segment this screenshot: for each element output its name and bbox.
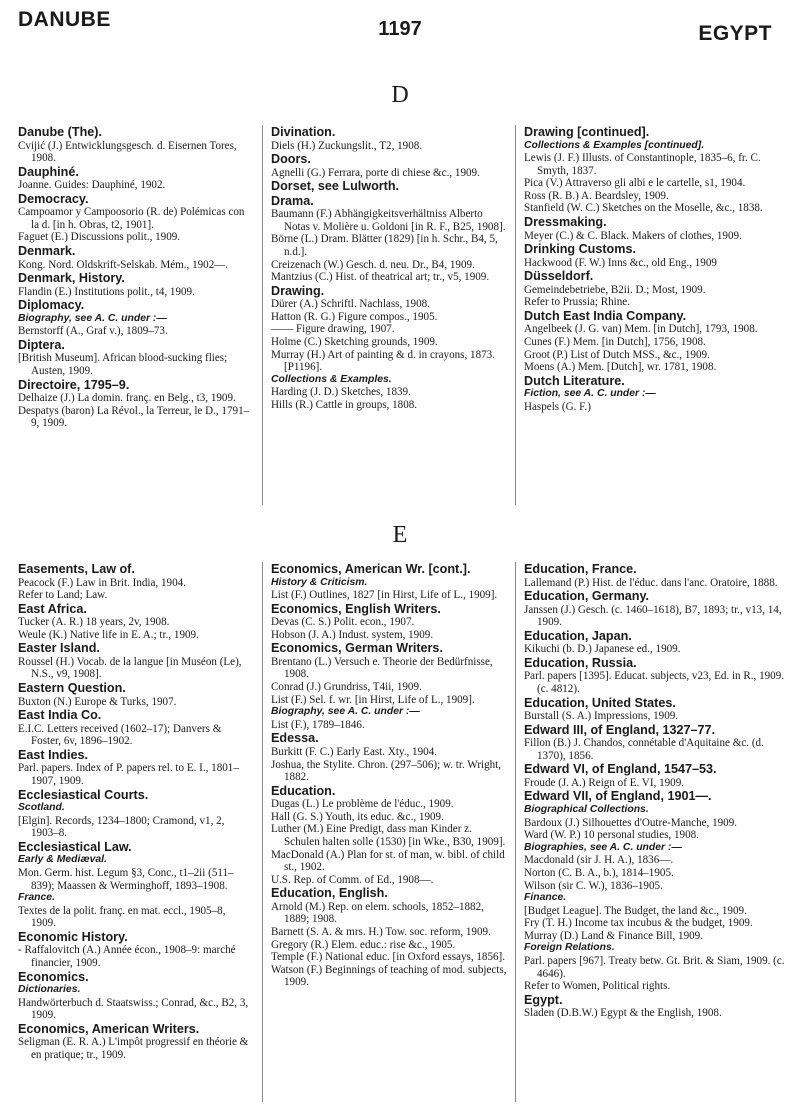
index-heading: Dauphiné.: [18, 164, 79, 179]
index-subheading: Finance.: [524, 892, 567, 904]
index-heading: Directoire, 1795–9.: [18, 377, 130, 392]
index-entry: Macdonald (sir J. H. A.), 1836—.: [524, 854, 674, 867]
index-heading: Drama.: [271, 193, 314, 208]
index-entry: Hall (G. S.) Youth, its educ. &c., 1909.: [271, 810, 444, 823]
index-entry: Hackwood (F. W.) Inns &c., old Eng., 1909: [524, 256, 717, 269]
index-entry: Fry (T. H.) Income tax incubus & the budget, 1909.: [524, 917, 753, 930]
column-d-2: [262, 125, 507, 505]
column-e-3: [515, 562, 786, 1102]
page-header: [0, 0, 800, 60]
column-e-2: [262, 562, 507, 1102]
index-entry: Ward (W. P.) 10 personal studies, 1908.: [524, 829, 699, 842]
index-entry: Delhaize (J.) La domin. franç. en Belg., t3, 1909.: [18, 392, 236, 405]
index-entry: Kong. Nord. Oldskrift-Selskab. Mém., 1902—.: [18, 258, 229, 271]
index-heading: Edward III, of England, 1327–77.: [524, 722, 716, 737]
index-entry: Lewis (J. F.) Illusts. of Constantinople, 1835–6, fr. C. Smyth, 1837.: [524, 152, 761, 177]
index-heading: Economics, American Wr. [cont.].: [271, 562, 471, 576]
index-entry: Gregory (R.) Elem. educ.: rise &c., 1905.: [271, 938, 456, 951]
index-entry: Conrad (J.) Grundriss, T4ii, 1909.: [271, 681, 422, 694]
index-entry: Stanfield (W. C.) Sketches on the Moselle, &c., 1838.: [524, 202, 763, 215]
running-head-left: DANUBE: [18, 8, 111, 31]
index-entry: Temple (F.) National educ. [in Oxford essays, 1856].: [271, 951, 506, 964]
index-entry: Agnelli (G.) Ferrara, porte di chiese &c., 1909.: [271, 166, 480, 179]
index-entry: Despatys (baron) La Révol., la Terreur, le D., 1791–9, 1909.: [18, 404, 250, 430]
section-letter-e: E: [392, 522, 408, 548]
index-heading: Doors.: [271, 152, 311, 167]
index-heading: Economics, German Writers.: [271, 641, 443, 656]
index-entry: Tucker (A. R.) 18 years, 2v, 1908.: [18, 616, 170, 629]
index-entry: Seligman (E. R. A.) L'impôt progressif en théorie & en pratique; tr., 1909.: [18, 1036, 249, 1061]
index-heading: Dressmaking.: [524, 215, 607, 230]
index-heading: Education.: [271, 783, 336, 798]
index-entry: [Budget League]. The Budget, the land &c., 1909.: [524, 904, 747, 917]
index-entry: Roussel (H.) Vocab. de la langue [in Muséon (Le), N.S., v9, 1908].: [18, 655, 242, 681]
index-heading: Education, Germany.: [524, 589, 650, 604]
index-entry: Hobson (J. A.) Indust. system, 1909.: [271, 628, 434, 641]
index-heading: Education, Russia.: [524, 655, 637, 670]
index-heading: East Indies.: [18, 747, 88, 762]
index-entry: Bernstorff (A., Graf v.), 1809–73.: [18, 325, 168, 338]
column-d-3: [515, 125, 786, 505]
index-entry: Mantzius (C.) Hist. of theatrical art; tr., v5, 1909.: [271, 271, 490, 284]
index-entry: Wilson (sir C. W.), 1836–1905.: [524, 879, 663, 892]
index-heading: Dorset, see Lulworth.: [271, 179, 400, 194]
index-subheading: Early & Mediæval.: [18, 854, 107, 866]
index-heading: Divination.: [271, 125, 336, 139]
index-entry: Creizenach (W.) Gesch. d. neu. Dr., B4, 1909.: [271, 258, 475, 271]
index-entry: List (F.) Outlines, 1827 [in Hirst, Life of L., 1909].: [271, 589, 498, 602]
index-entry: Faguet (E.) Discussions polit., 1909.: [18, 231, 181, 244]
index-entry: Angelbeek (J. G. van) Mem. [in Dutch], 1793, 1908.: [524, 323, 758, 336]
index-entry: Joanne. Guides: Dauphiné, 1902.: [18, 179, 166, 192]
index-entry: Refer to Prussia; Rhine.: [524, 296, 630, 309]
index-heading: Drinking Customs.: [524, 242, 636, 257]
index-entry: Fillon (B.) J. Chandos, connétable d'Aquitaine &c. (d. 1370), 1856.: [524, 737, 764, 762]
index-heading: Eastern Question.: [18, 681, 126, 696]
index-entry: - Raffalovitch (A.) Année écon., 1908–9: marché financier, 1909.: [18, 944, 236, 969]
index-heading: Dutch East India Company.: [524, 308, 687, 323]
index-heading: Dutch Literature.: [524, 373, 625, 388]
index-entry: [British Museum]. African blood-sucking flies; Austen, 1909.: [18, 352, 228, 378]
index-entry: Bardoux (J.) Silhouettes d'Outre-Manche, 1909.: [524, 816, 738, 829]
page-number: 1197: [378, 18, 422, 40]
index-entry: Kikuchi (b. D.) Japanese ed., 1909.: [524, 643, 681, 656]
index-entry: Joshua, the Stylite. Chron. (297–506); w. tr. Wright, 1882.: [271, 758, 502, 784]
index-entry: Parl. papers [967]. Treaty betw. Gt. Brit. & Siam, 1909. (c. 4646).: [524, 955, 785, 980]
index-heading: Danube (The).: [18, 125, 102, 139]
index-heading: Easements, Law of.: [18, 562, 135, 576]
index-entry: Cvijić (J.) Entwicklungsgesch. d. Eisernen Tores, 1908.: [18, 139, 237, 165]
index-entry: Watson (F.) Beginnings of teaching of mod. subjects, 1909.: [271, 963, 507, 989]
index-entry: Weule (K.) Native life in E. A.; tr., 1909.: [18, 628, 199, 641]
index-entry: Refer to Women, Political rights.: [524, 980, 671, 993]
index-entry: Dugas (L.) Le problème de l'éduc., 1909.: [271, 798, 454, 811]
index-entry: Murray (D.) Land & Finance Bill, 1909.: [524, 929, 704, 942]
index-entry: —— Figure drawing, 1907.: [271, 323, 395, 336]
index-heading: Education, United States.: [524, 695, 676, 710]
index-subheading: Scotland.: [18, 802, 65, 814]
index-entry: Flandin (E.) Institutions polit., t4, 1909.: [18, 285, 195, 298]
section-letter-d: D: [391, 82, 409, 108]
index-heading: Ecclesiastical Courts.: [18, 787, 149, 802]
index-entry: Cunes (F.) Mem. [in Dutch], 1756, 1908.: [524, 336, 706, 349]
index-entry: Peacock (F.) Law in Brit. India, 1904.: [18, 576, 186, 589]
index-entry: Devas (C. S.) Polit. econ., 1907.: [271, 616, 415, 629]
index-entry: Campoamor y Campoosorio (R. de) Polémicas con la d. [in h. Obras, t2, 1901].: [18, 206, 245, 231]
index-entry: Holme (C.) Sketching grounds, 1909.: [271, 336, 438, 349]
index-entry: Harding (J. D.) Sketches, 1839.: [271, 386, 411, 399]
running-head-right: EGYPT: [698, 22, 772, 45]
index-entry: List (F.), 1789–1846.: [271, 718, 365, 731]
index-heading: East Africa.: [18, 601, 87, 616]
index-entry: Norton (C. B. A., b.), 1814–1905.: [524, 866, 674, 879]
index-entry: Handwörterbuch d. Staatswiss.; Conrad, &c., B2, 3, 1909.: [18, 996, 249, 1022]
index-entry: Börne (L.) Dram. Blätter (1829) [in h. Schr., B4, 5, n.d.].: [271, 233, 498, 258]
index-entry: Buxton (N.) Europe & Turks, 1907.: [18, 695, 177, 708]
index-entry: Burkitt (F. C.) Early East. Xty., 1904.: [271, 745, 438, 758]
index-heading: Denmark.: [18, 244, 76, 259]
index-entry: Groot (P.) List of Dutch MSS., &c., 1909.: [524, 348, 710, 361]
index-entry: Parl. papers [1395]. Educat. subjects, v23, Ed. in R., 1909. (c. 4812).: [524, 670, 785, 695]
index-subheading: History & Criticism.: [271, 576, 368, 588]
index-heading: Diplomacy.: [18, 298, 85, 313]
index-entry: Sladen (D.B.W.) Egypt & the English, 1908.: [524, 1007, 722, 1020]
index-entry: Mon. Germ. hist. Legum §3, Conc., t1–2ii (511–839); Maassen & Werminghoff, 1893–1908.: [18, 866, 234, 892]
index-entry: Murray (H.) Art of painting & d. in crayons, 1873. [P1196].: [271, 348, 495, 374]
index-entry: Meyer (C.) & C. Black. Makers of clothes, 1909.: [524, 229, 742, 242]
index-entry: Haspels (G. F.): [524, 400, 591, 413]
index-entry: [Elgin]. Records, 1234–1800; Cramond, v1, 2, 1903–8.: [18, 814, 225, 840]
index-heading: Economic History.: [18, 929, 128, 944]
index-heading: Economics, American Writers.: [18, 1021, 200, 1036]
index-entry: MacDonald (A.) Plan for st. of man, w. bibl. of child st., 1902.: [271, 848, 505, 874]
index-entry: Gemeindebetriebe, B2ii. D.; Most, 1909.: [524, 283, 706, 296]
index-entry: Ross (R. B.) A. Beardsley, 1909.: [524, 189, 669, 202]
index-heading: Education, Japan.: [524, 628, 632, 643]
index-heading: Denmark, History.: [18, 271, 125, 286]
index-subheading: Biography, see A. C. under :—: [18, 312, 167, 324]
index-heading: Drawing.: [271, 283, 325, 298]
column-e-1: [18, 562, 253, 1102]
index-heading: Edward VI, of England, 1547–53.: [524, 762, 717, 777]
index-subheading: Fiction, see A. C. under :—: [524, 388, 656, 400]
index-entry: Luther (M.) Eine Predigt, dass man Kinder z. Schulen halten solle (1530) [in Wke., B30, 1909].: [271, 823, 506, 848]
index-heading: Düsseldorf.: [524, 269, 594, 284]
index-subheading: Biography, see A. C. under :—: [271, 706, 420, 718]
index-entry: U.S. Rep. of Comm. of Ed., 1908—.: [271, 873, 434, 886]
index-subheading: Collections & Examples [continued].: [524, 139, 705, 151]
index-heading: Economics, English Writers.: [271, 601, 441, 616]
index-subheading: Biographies, see A. C. under :—: [524, 841, 682, 853]
index-entry: Barnett (S. A. & mrs. H.) Tow. soc. reform, 1909.: [271, 926, 491, 939]
index-entry: Refer to Land; Law.: [18, 589, 108, 602]
index-heading: Diptera.: [18, 337, 65, 352]
column-d-1: [18, 125, 253, 505]
index-entry: Diels (H.) Zuckungslit., T2, 1908.: [271, 139, 423, 152]
index-entry: Dürer (A.) Schriftl. Nachlass, 1908.: [271, 298, 430, 311]
index-entry: Janssen (J.) Gesch. (c. 1460–1618), B7, 1893; tr., v13, 14, 1909.: [524, 603, 782, 629]
index-entry: Lallemand (P.) Hist. de l'éduc. dans l'anc. Oratoire, 1888.: [524, 576, 778, 589]
index-heading: Egypt.: [524, 992, 563, 1007]
index-heading: Drawing [continued].: [524, 125, 650, 139]
index-entry: Baumann (F.) Abhängigkeitsverhältniss Alberto Notas v. Molière u. Goldoni [in R. F., B25, 1908].: [271, 208, 506, 233]
index-subheading: Collections & Examples.: [271, 373, 392, 385]
index-entry: Hatton (R. G.) Figure compos., 1905.: [271, 310, 438, 323]
index-heading: Easter Island.: [18, 641, 100, 656]
index-entry: Textes de la polit. franç. en mat. eccl., 1905–8, 1909.: [18, 904, 226, 930]
index-entry: Burstall (S. A.) Impressions, 1909.: [524, 710, 679, 723]
index-subheading: France.: [18, 892, 55, 904]
index-entry: E.I.C. Letters received (1602–17); Danvers & Foster, 6v, 1896–1902.: [18, 722, 222, 748]
index-heading: Education, France.: [524, 562, 637, 576]
index-entry: Moens (A.) Mem. [Dutch], wr. 1781, 1908.: [524, 361, 717, 374]
index-subheading: Foreign Relations.: [524, 942, 615, 954]
index-entry: Pica (V.) Attraverso gli albi e le cartelle, s1, 1904.: [524, 177, 746, 190]
index-heading: Ecclesiastical Law.: [18, 839, 132, 854]
index-heading: Edessa.: [271, 731, 319, 746]
index-entry: Brentano (L.) Versuch e. Theorie der Bedürfnisse, 1908.: [271, 655, 493, 681]
index-heading: Edward VII, of England, 1901—.: [524, 789, 712, 804]
index-entry: Parl. papers. Index of P. papers rel. to E. I., 1801–1907, 1909.: [18, 762, 239, 787]
index-subheading: Biographical Collections.: [524, 803, 649, 815]
index-entry: Arnold (M.) Rep. on elem. schools, 1852–1882, 1889; 1908.: [271, 900, 484, 926]
index-heading: Education, English.: [271, 886, 388, 901]
index-subheading: Dictionaries.: [18, 984, 81, 996]
index-entry: Hills (R.) Cattle in groups, 1808.: [271, 399, 418, 411]
index-heading: East India Co.: [18, 708, 102, 723]
index-heading: Democracy.: [18, 191, 89, 206]
index-entry: List (F.) Sel. f. wr. [in Hirst, Life of L., 1909].: [271, 693, 475, 706]
index-heading: Economics.: [18, 969, 89, 984]
index-entry: Froude (J. A.) Reign of E. VI, 1909.: [524, 776, 685, 789]
